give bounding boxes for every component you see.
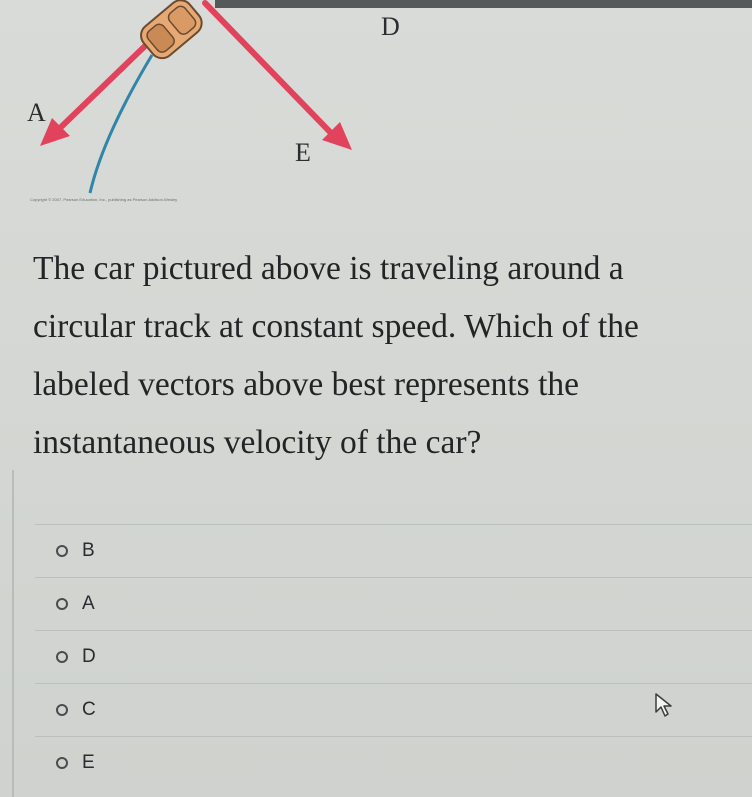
option-a[interactable]	[35, 577, 752, 630]
radio-button[interactable]	[56, 545, 68, 557]
option-label: A	[82, 593, 95, 614]
vector-label-d: D	[381, 12, 400, 41]
vector-label-a: A	[27, 98, 46, 127]
left-divider	[12, 470, 14, 797]
radio-button[interactable]	[56, 598, 68, 610]
option-label: C	[82, 699, 96, 720]
option-label: B	[82, 540, 95, 561]
answer-options	[35, 524, 752, 789]
radio-button[interactable]	[56, 757, 68, 769]
option-c[interactable]	[35, 683, 752, 736]
option-label: D	[82, 646, 96, 667]
circular-track-arc	[90, 55, 152, 193]
vector-label-e: E	[295, 138, 311, 167]
option-d[interactable]	[35, 630, 752, 683]
vector-diagram	[0, 0, 420, 215]
option-label: E	[82, 752, 95, 773]
question-text: The car pictured above is traveling around a circular track at constant speed. Which of the labeled vectors above best represents the instantaneous velocity of the car?	[33, 250, 639, 461]
option-e[interactable]	[35, 736, 752, 789]
diagram-svg	[0, 0, 420, 215]
radio-button[interactable]	[56, 651, 68, 663]
radio-button[interactable]	[56, 704, 68, 716]
figure-copyright: Copyright © 2007, Pearson Education, Inc., publishing as Pearson Addison-Wesley	[30, 197, 178, 202]
car-icon	[136, 0, 206, 63]
option-b[interactable]	[35, 524, 752, 577]
vector-e-shaft	[205, 3, 332, 134]
mouse-pointer-icon	[654, 692, 676, 718]
